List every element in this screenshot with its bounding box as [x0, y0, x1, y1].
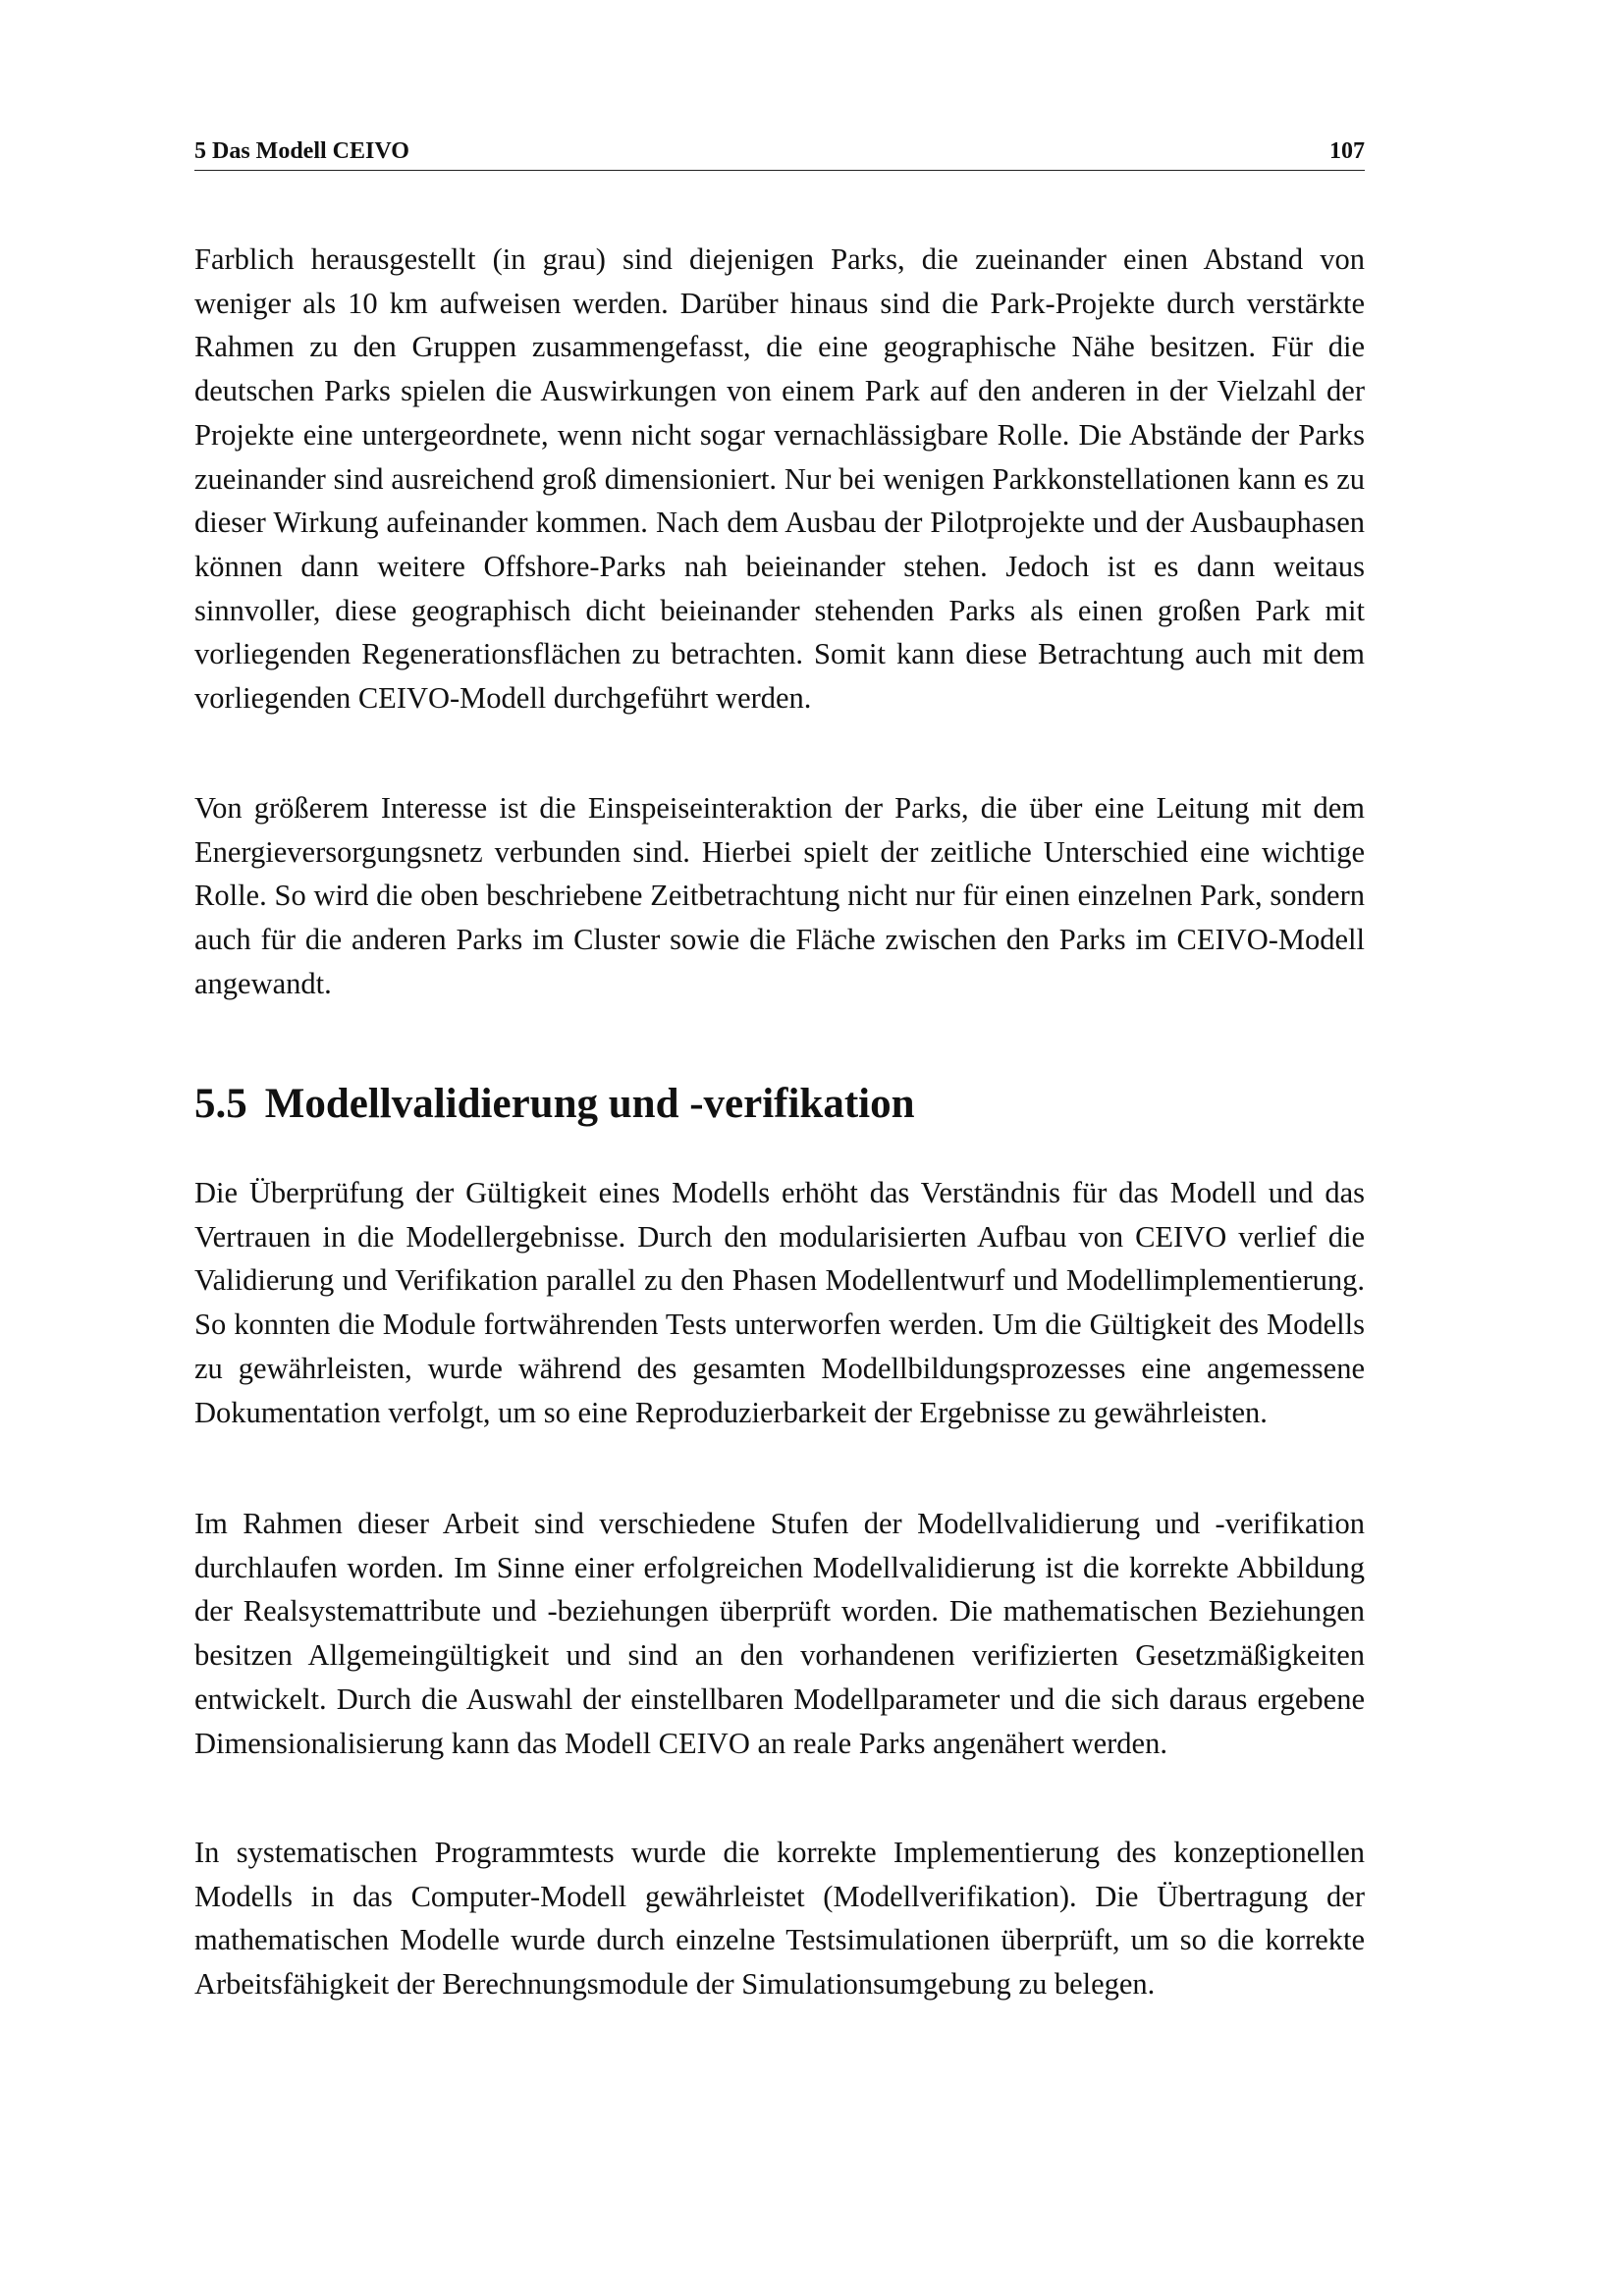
- section-title: Modellvalidierung und -verifikation: [264, 1081, 915, 1127]
- body-paragraph: Von größerem Interesse ist die Einspeiseinteraktion der Parks, die über eine Leitung mit dem Energieversorgungsnetz verbunden sind. Hierbei spielt der zeitliche Unterschied eine wichtige Rolle. So wird die oben beschriebene Zeitbetrachtung nicht nur für einen einzelnen Park, sondern auch für die anderen Parks im Cluster sowie die Fläche zwischen den Parks im CEIVO-Modell angewandt.: [194, 791, 1365, 1000]
- body-paragraph: Die Überprüfung der Gültigkeit eines Modells erhöht das Verständnis für das Modell und das Vertrauen in die Modellergebnisse. Durch den modularisierten Aufbau von CEIVO verlief die Validierung und Verifikation parallel zu den Phasen Modellentwurf und Modellimplementierung. So konnten die Module fortwährenden Tests unterworfen werden. Um die Gültigkeit des Modells zu gewährleisten, wurde während des gesamten Modellbildungsprozesses eine angemessene Dokumentation verfolgt, um so eine Reproduzierbarkeit der Ergebnisse zu gewährleisten.: [194, 1176, 1365, 1429]
- running-header: [194, 134, 1365, 171]
- body-paragraph: Farblich herausgestellt (in grau) sind diejenigen Parks, die zueinander einen Abstand von weniger als 10 km aufweisen werden. Darüber hinaus sind die Park-Projekte durch verstärkte Rahmen zu den Gruppen zusammengefasst, die eine geographische Nähe besitzen. Für die deutschen Parks spielen die Auswirkungen von einem Park auf den anderen in der Vielzahl der Projekte eine untergeordnete, wenn nicht sogar vernachlässigbare Rolle. Die Abstände der Parks zueinander sind ausreichend groß dimensioniert. Nur bei wenigen Parkkonstellationen kann es zu dieser Wirkung aufeinander kommen. Nach dem Ausbau der Pilotprojekte und der Ausbauphasen können dann weitere Offshore-Parks nah beieinander stehen. Jedoch ist es dann weitaus sinnvoller, diese geographisch dicht beieinander stehenden Parks als einen großen Park mit vorliegenden Regenerationsflächen zu betrachten. Somit kann diese Betrachtung auch mit dem vorliegenden CEIVO-Modell durchgeführt werden.: [194, 242, 1365, 716]
- section-number: 5.5: [194, 1081, 247, 1127]
- body-paragraph: Im Rahmen dieser Arbeit sind verschiedene Stufen der Modellvalidierung und -verifikation durchlaufen worden. Im Sinne einer erfolgreichen Modellvalidierung ist die korrekte Abbildung der Realsystemattribute und -beziehungen überprüft worden. Die mathematischen Beziehungen besitzen Allgemeingültigkeit und sind an den vorhandenen verifizierten Gesetzmäßigkeiten entwickelt. Durch die Auswahl der einstellbaren Modellparameter und die sich daraus ergebene Dimensionalisierung kann das Modell CEIVO an reale Parks angenähert werden.: [194, 1507, 1365, 1760]
- chapter-title: 5 Das Modell CEIVO: [194, 138, 409, 164]
- section-heading: [194, 1077, 1365, 1132]
- body-paragraph: In systematischen Programmtests wurde die korrekte Implementierung des konzeptionellen Modells in das Computer-Modell gewährleistet (Modellverifikation). Die Übertragung der mathematischen Modelle wurde durch einzelne Testsimulationen überprüft, um so die korrekte Arbeitsfähigkeit der Berechnungsmodule der Simulationsumgebung zu belegen.: [194, 1836, 1365, 2002]
- page-number: 107: [1329, 138, 1365, 164]
